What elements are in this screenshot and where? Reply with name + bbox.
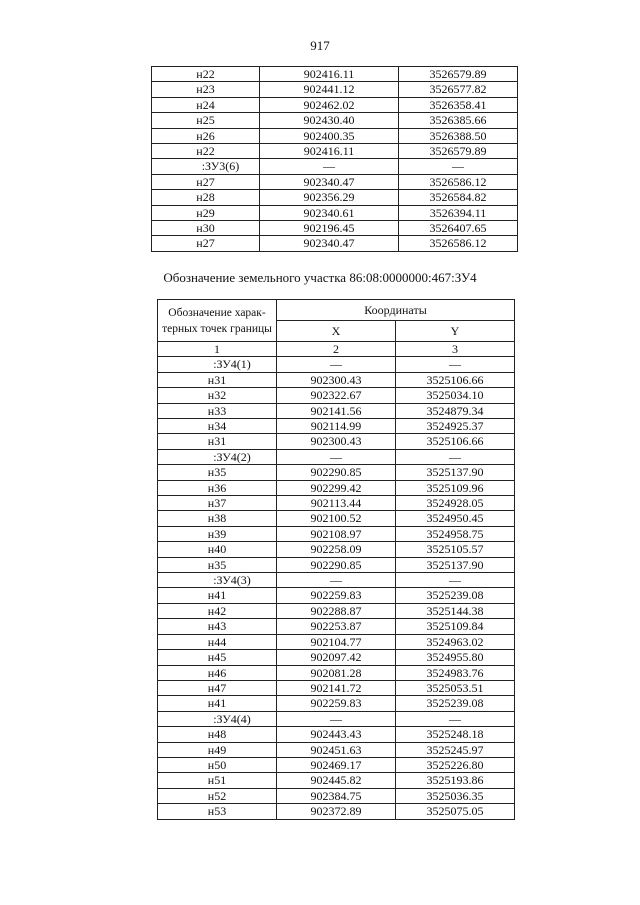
point-cell: н50 bbox=[158, 757, 277, 772]
x-cell: 902300.43 bbox=[277, 434, 396, 449]
header-y: Y bbox=[396, 321, 515, 342]
table-row bbox=[158, 480, 515, 495]
x-cell: 902290.85 bbox=[277, 557, 396, 572]
coordinates-table-continued bbox=[151, 66, 518, 252]
y-cell: 3525034.10 bbox=[396, 388, 515, 403]
y-cell: 3524925.37 bbox=[396, 419, 515, 434]
coordinates-table bbox=[157, 299, 515, 820]
point-cell: н35 bbox=[158, 557, 277, 572]
x-cell: 902141.56 bbox=[277, 403, 396, 418]
y-cell: 3525226.80 bbox=[396, 757, 515, 772]
point-cell: н47 bbox=[158, 680, 277, 695]
y-cell: 3525106.66 bbox=[396, 434, 515, 449]
point-cell: н40 bbox=[158, 542, 277, 557]
y-cell: — bbox=[399, 159, 518, 174]
x-cell: 902108.97 bbox=[277, 526, 396, 541]
header-coordinates: Координаты bbox=[277, 300, 515, 321]
y-cell: 3524963.02 bbox=[396, 634, 515, 649]
point-cell: н35 bbox=[158, 465, 277, 480]
point-cell: н44 bbox=[158, 634, 277, 649]
x-cell: — bbox=[277, 357, 396, 372]
table-row bbox=[158, 434, 515, 449]
y-cell: 3525036.35 bbox=[396, 788, 515, 803]
point-cell: н51 bbox=[158, 773, 277, 788]
y-cell: 3525239.08 bbox=[396, 696, 515, 711]
table-row bbox=[158, 573, 515, 588]
x-cell: — bbox=[277, 573, 396, 588]
x-cell: 902441.12 bbox=[260, 82, 399, 97]
table-row bbox=[152, 67, 518, 82]
table-row bbox=[158, 542, 515, 557]
point-cell: н52 bbox=[158, 788, 277, 803]
x-cell: 902416.11 bbox=[260, 144, 399, 159]
y-cell: 3524950.45 bbox=[396, 511, 515, 526]
table-row bbox=[158, 650, 515, 665]
x-cell: — bbox=[277, 449, 396, 464]
header-point-label: Обозначение харак-терных точек границы bbox=[158, 300, 277, 342]
x-cell: 902258.09 bbox=[277, 542, 396, 557]
table-row bbox=[158, 388, 515, 403]
table-row bbox=[152, 205, 518, 220]
point-cell: н31 bbox=[158, 434, 277, 449]
table-row bbox=[158, 773, 515, 788]
section-caption: Обозначение земельного участка 86:08:0000000:467:ЗУ4 bbox=[163, 270, 477, 285]
y-cell: 3524983.76 bbox=[396, 665, 515, 680]
table-row bbox=[158, 711, 515, 726]
point-cell: н27 bbox=[152, 174, 260, 189]
y-cell: 3525137.90 bbox=[396, 557, 515, 572]
y-cell: 3526579.89 bbox=[399, 67, 518, 82]
y-cell: 3525137.90 bbox=[396, 465, 515, 480]
table-header bbox=[158, 300, 515, 357]
x-cell: 902451.63 bbox=[277, 742, 396, 757]
point-cell: н22 bbox=[152, 144, 260, 159]
table-row bbox=[158, 557, 515, 572]
point-cell: н34 bbox=[158, 419, 277, 434]
table-row bbox=[158, 372, 515, 387]
table-row bbox=[158, 603, 515, 618]
point-cell: н22 bbox=[152, 67, 260, 82]
table-row bbox=[158, 634, 515, 649]
point-cell: :ЗУ4(3) bbox=[158, 573, 277, 588]
x-cell: 902340.47 bbox=[260, 174, 399, 189]
x-cell: 902322.67 bbox=[277, 388, 396, 403]
table-row bbox=[158, 403, 515, 418]
x-cell: 902400.35 bbox=[260, 128, 399, 143]
point-cell: н48 bbox=[158, 727, 277, 742]
y-cell: 3526584.82 bbox=[399, 190, 518, 205]
page-number: 917 bbox=[310, 38, 330, 53]
table-row bbox=[158, 526, 515, 541]
point-cell: н39 bbox=[158, 526, 277, 541]
y-cell: — bbox=[396, 711, 515, 726]
table-row bbox=[152, 190, 518, 205]
x-cell: 902372.89 bbox=[277, 804, 396, 819]
y-cell: 3524958.75 bbox=[396, 526, 515, 541]
y-cell: — bbox=[396, 449, 515, 464]
y-cell: 3526407.65 bbox=[399, 221, 518, 236]
point-cell: н38 bbox=[158, 511, 277, 526]
table-row bbox=[152, 159, 518, 174]
table-row bbox=[158, 804, 515, 819]
header-col-num-2: 2 bbox=[277, 342, 396, 357]
point-cell: н42 bbox=[158, 603, 277, 618]
x-cell: 902259.83 bbox=[277, 588, 396, 603]
x-cell: 902416.11 bbox=[260, 67, 399, 82]
x-cell: 902104.77 bbox=[277, 634, 396, 649]
table-row bbox=[152, 236, 518, 251]
y-cell: 3526394.11 bbox=[399, 205, 518, 220]
point-cell: н24 bbox=[152, 97, 260, 112]
x-cell: 902384.75 bbox=[277, 788, 396, 803]
x-cell: 902141.72 bbox=[277, 680, 396, 695]
point-cell: н45 bbox=[158, 650, 277, 665]
header-x: X bbox=[277, 321, 396, 342]
x-cell: — bbox=[277, 711, 396, 726]
point-cell: :ЗУ4(2) bbox=[158, 449, 277, 464]
x-cell: 902114.99 bbox=[277, 419, 396, 434]
x-cell: 902100.52 bbox=[277, 511, 396, 526]
x-cell: — bbox=[260, 159, 399, 174]
table-row bbox=[152, 113, 518, 128]
point-cell: н28 bbox=[152, 190, 260, 205]
point-cell: н53 bbox=[158, 804, 277, 819]
x-cell: 902288.87 bbox=[277, 603, 396, 618]
table-row bbox=[158, 357, 515, 372]
point-cell: н41 bbox=[158, 588, 277, 603]
point-cell: н37 bbox=[158, 496, 277, 511]
x-cell: 902113.44 bbox=[277, 496, 396, 511]
table-row bbox=[152, 128, 518, 143]
point-cell: :ЗУ4(4) bbox=[158, 711, 277, 726]
x-cell: 902445.82 bbox=[277, 773, 396, 788]
y-cell: 3526358.41 bbox=[399, 97, 518, 112]
point-cell: :ЗУ3(6) bbox=[152, 159, 260, 174]
y-cell: 3525075.05 bbox=[396, 804, 515, 819]
y-cell: 3525193.86 bbox=[396, 773, 515, 788]
x-cell: 902300.43 bbox=[277, 372, 396, 387]
table-row bbox=[152, 97, 518, 112]
header-col-num-1: 1 bbox=[158, 342, 277, 357]
x-cell: 902430.40 bbox=[260, 113, 399, 128]
table-body bbox=[152, 67, 518, 252]
x-cell: 902299.42 bbox=[277, 480, 396, 495]
point-cell: н23 bbox=[152, 82, 260, 97]
table-row bbox=[158, 496, 515, 511]
table-row bbox=[158, 757, 515, 772]
point-cell: н41 bbox=[158, 696, 277, 711]
point-cell: н33 bbox=[158, 403, 277, 418]
table-row bbox=[158, 619, 515, 634]
x-cell: 902340.47 bbox=[260, 236, 399, 251]
point-cell: н46 bbox=[158, 665, 277, 680]
point-cell: н30 bbox=[152, 221, 260, 236]
x-cell: 902196.45 bbox=[260, 221, 399, 236]
x-cell: 902081.28 bbox=[277, 665, 396, 680]
table-row bbox=[158, 665, 515, 680]
point-cell: н26 bbox=[152, 128, 260, 143]
y-cell: 3524955.80 bbox=[396, 650, 515, 665]
table-body bbox=[158, 357, 515, 819]
y-cell: 3524928.05 bbox=[396, 496, 515, 511]
x-cell: 902469.17 bbox=[277, 757, 396, 772]
table-row bbox=[158, 419, 515, 434]
table-row bbox=[158, 680, 515, 695]
y-cell: 3525109.84 bbox=[396, 619, 515, 634]
table-row bbox=[158, 696, 515, 711]
table-row bbox=[158, 511, 515, 526]
table-row bbox=[158, 588, 515, 603]
point-cell: н43 bbox=[158, 619, 277, 634]
x-cell: 902253.87 bbox=[277, 619, 396, 634]
y-cell: — bbox=[396, 573, 515, 588]
table-row bbox=[158, 788, 515, 803]
point-cell: :ЗУ4(1) bbox=[158, 357, 277, 372]
y-cell: 3526388.50 bbox=[399, 128, 518, 143]
table-row bbox=[152, 221, 518, 236]
table-row bbox=[152, 174, 518, 189]
y-cell: 3525105.57 bbox=[396, 542, 515, 557]
y-cell: 3526577.82 bbox=[399, 82, 518, 97]
x-cell: 902290.85 bbox=[277, 465, 396, 480]
y-cell: 3524879.34 bbox=[396, 403, 515, 418]
y-cell: 3525053.51 bbox=[396, 680, 515, 695]
point-cell: н29 bbox=[152, 205, 260, 220]
table-row bbox=[152, 82, 518, 97]
y-cell: 3525109.96 bbox=[396, 480, 515, 495]
point-cell: н31 bbox=[158, 372, 277, 387]
y-cell: 3525245.97 bbox=[396, 742, 515, 757]
y-cell: 3525239.08 bbox=[396, 588, 515, 603]
y-cell: 3525106.66 bbox=[396, 372, 515, 387]
point-cell: н49 bbox=[158, 742, 277, 757]
y-cell: 3526385.66 bbox=[399, 113, 518, 128]
point-cell: н25 bbox=[152, 113, 260, 128]
point-cell: н27 bbox=[152, 236, 260, 251]
y-cell: — bbox=[396, 357, 515, 372]
x-cell: 902356.29 bbox=[260, 190, 399, 205]
x-cell: 902462.02 bbox=[260, 97, 399, 112]
table-row bbox=[158, 727, 515, 742]
table-row bbox=[158, 465, 515, 480]
table-row bbox=[158, 449, 515, 464]
table-row bbox=[152, 144, 518, 159]
y-cell: 3526579.89 bbox=[399, 144, 518, 159]
y-cell: 3526586.12 bbox=[399, 174, 518, 189]
x-cell: 902259.83 bbox=[277, 696, 396, 711]
point-cell: н32 bbox=[158, 388, 277, 403]
point-cell: н36 bbox=[158, 480, 277, 495]
x-cell: 902443.43 bbox=[277, 727, 396, 742]
y-cell: 3525248.18 bbox=[396, 727, 515, 742]
x-cell: 902340.61 bbox=[260, 205, 399, 220]
header-col-num-3: 3 bbox=[396, 342, 515, 357]
x-cell: 902097.42 bbox=[277, 650, 396, 665]
table-row bbox=[158, 742, 515, 757]
y-cell: 3526586.12 bbox=[399, 236, 518, 251]
y-cell: 3525144.38 bbox=[396, 603, 515, 618]
